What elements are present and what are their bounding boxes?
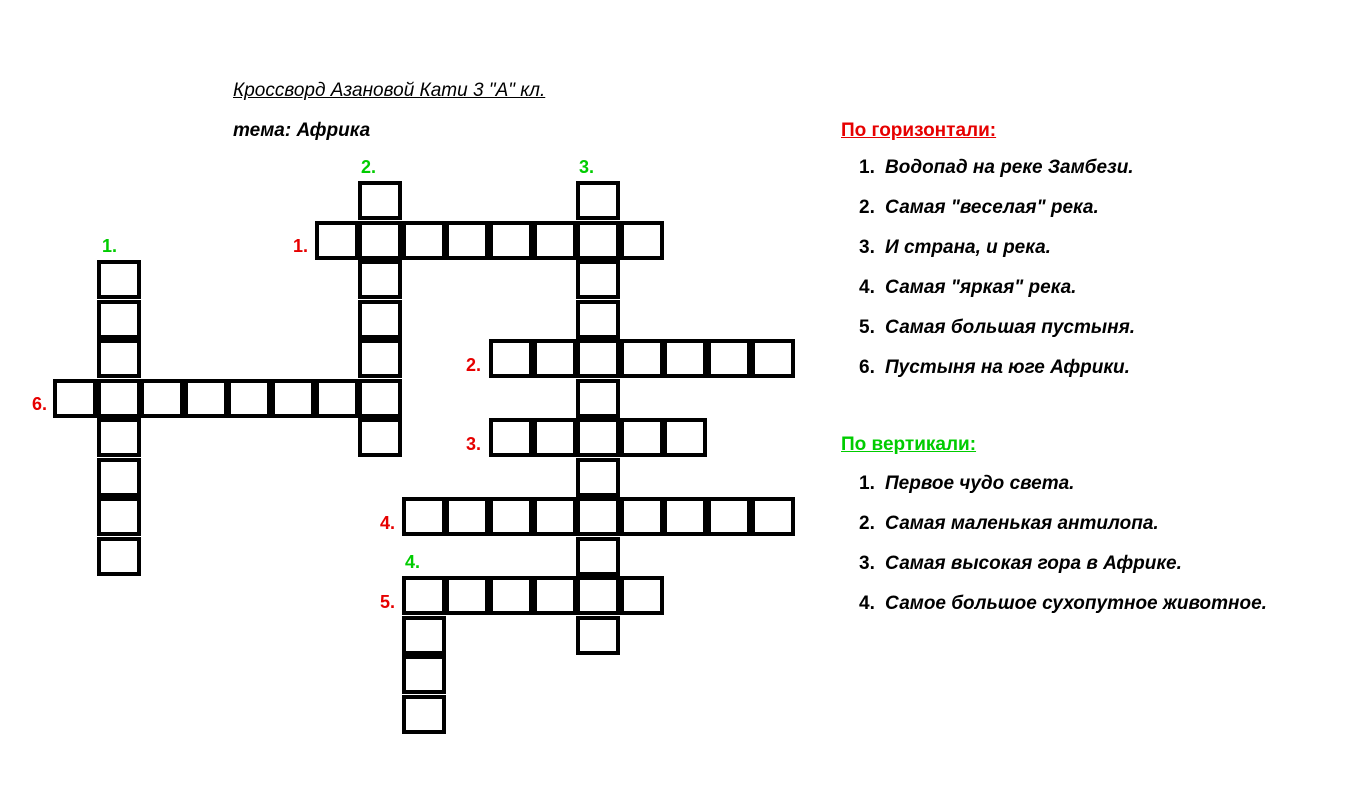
crossword-cell[interactable] bbox=[576, 576, 620, 615]
crossword-cell[interactable] bbox=[358, 181, 402, 220]
crossword-cell[interactable] bbox=[533, 418, 577, 457]
crossword-cell[interactable] bbox=[576, 339, 620, 378]
crossword-cell[interactable] bbox=[576, 379, 620, 418]
crossword-cell[interactable] bbox=[358, 221, 402, 260]
crossword-cell[interactable] bbox=[533, 497, 577, 536]
across-clue: 4. Самая "яркая" река. bbox=[859, 277, 1077, 298]
crossword-cell[interactable] bbox=[97, 260, 141, 299]
down-clue: 4. Самое большое сухопутное животное. bbox=[859, 593, 1267, 614]
crossword-cell[interactable] bbox=[707, 339, 751, 378]
crossword-cell[interactable] bbox=[358, 418, 402, 457]
crossword-cell[interactable] bbox=[315, 379, 359, 418]
crossword-cell[interactable] bbox=[533, 221, 577, 260]
crossword-cell[interactable] bbox=[707, 497, 751, 536]
crossword-cell[interactable] bbox=[663, 497, 707, 536]
crossword-cell[interactable] bbox=[489, 576, 533, 615]
crossword-cell[interactable] bbox=[576, 300, 620, 339]
crossword-cell[interactable] bbox=[576, 537, 620, 576]
across-label-6: 6. bbox=[32, 394, 48, 414]
across-clue: 6. Пустыня на юге Африки. bbox=[859, 357, 1130, 378]
crossword-cell[interactable] bbox=[576, 458, 620, 497]
down-label-2: 2. bbox=[361, 157, 377, 177]
down-clue: 2. Самая маленькая антилопа. bbox=[859, 513, 1159, 534]
across-clue: 1. Водопад на реке Замбези. bbox=[859, 157, 1134, 178]
crossword-cell[interactable] bbox=[751, 497, 795, 536]
crossword-cell[interactable] bbox=[402, 695, 446, 734]
crossword-cell[interactable] bbox=[663, 418, 707, 457]
crossword-cell[interactable] bbox=[445, 497, 489, 536]
crossword-cell[interactable] bbox=[576, 181, 620, 220]
crossword-cell[interactable] bbox=[97, 537, 141, 576]
crossword-cell[interactable] bbox=[315, 221, 359, 260]
crossword-cell[interactable] bbox=[489, 221, 533, 260]
crossword-title: Кроссворд Азановой Кати 3 "А" кл. bbox=[233, 80, 546, 101]
crossword-cell[interactable] bbox=[358, 260, 402, 299]
crossword-cell[interactable] bbox=[402, 497, 446, 536]
crossword-cell[interactable] bbox=[402, 576, 446, 615]
down-clue: 1. Первое чудо света. bbox=[859, 473, 1075, 494]
across-label-5: 5. bbox=[380, 592, 396, 612]
down-clue: 3. Самая высокая гора в Африке. bbox=[859, 553, 1182, 574]
crossword-cell[interactable] bbox=[576, 497, 620, 536]
crossword-cell[interactable] bbox=[751, 339, 795, 378]
crossword-cell[interactable] bbox=[402, 221, 446, 260]
down-clue-list bbox=[859, 473, 1267, 633]
across-heading: По горизонтали: bbox=[841, 120, 997, 141]
across-label-1: 1. bbox=[293, 236, 309, 256]
crossword-cell[interactable] bbox=[620, 221, 664, 260]
across-clue-list bbox=[859, 157, 1135, 397]
crossword-cell[interactable] bbox=[97, 458, 141, 497]
crossword-cell[interactable] bbox=[358, 379, 402, 418]
down-label-3: 3. bbox=[579, 157, 595, 177]
crossword-cell[interactable] bbox=[620, 497, 664, 536]
crossword-cell[interactable] bbox=[620, 339, 664, 378]
crossword-cell[interactable] bbox=[97, 497, 141, 536]
crossword-cell[interactable] bbox=[489, 339, 533, 378]
down-label-1: 1. bbox=[102, 236, 118, 256]
crossword-cell[interactable] bbox=[576, 418, 620, 457]
crossword-cell[interactable] bbox=[576, 616, 620, 655]
down-label-4: 4. bbox=[405, 552, 421, 572]
crossword-cell[interactable] bbox=[620, 418, 664, 457]
crossword-cell[interactable] bbox=[184, 379, 228, 418]
down-heading: По вертикали: bbox=[841, 434, 977, 455]
crossword-theme: тема: Африка bbox=[233, 120, 371, 141]
crossword-cell[interactable] bbox=[140, 379, 184, 418]
crossword-cell[interactable] bbox=[489, 497, 533, 536]
crossword-cell[interactable] bbox=[358, 300, 402, 339]
across-label-4: 4. bbox=[380, 513, 396, 533]
crossword-cell[interactable] bbox=[576, 260, 620, 299]
crossword-cell[interactable] bbox=[358, 339, 402, 378]
crossword-cell[interactable] bbox=[663, 339, 707, 378]
crossword-cell[interactable] bbox=[489, 418, 533, 457]
across-clue: 3. И страна, и река. bbox=[859, 237, 1051, 258]
crossword-cell[interactable] bbox=[402, 655, 446, 694]
crossword-cell[interactable] bbox=[97, 418, 141, 457]
crossword-cell[interactable] bbox=[97, 339, 141, 378]
crossword-cell[interactable] bbox=[402, 616, 446, 655]
crossword-cell[interactable] bbox=[445, 221, 489, 260]
across-label-3: 3. bbox=[466, 434, 482, 454]
crossword-cell[interactable] bbox=[53, 379, 97, 418]
crossword-cell[interactable] bbox=[271, 379, 315, 418]
crossword-cell[interactable] bbox=[227, 379, 271, 418]
crossword-cell[interactable] bbox=[445, 576, 489, 615]
crossword-cell[interactable] bbox=[533, 339, 577, 378]
crossword-cell[interactable] bbox=[97, 379, 141, 418]
crossword-cell[interactable] bbox=[533, 576, 577, 615]
across-clue: 5. Самая большая пустыня. bbox=[859, 317, 1136, 338]
crossword-cell[interactable] bbox=[620, 576, 664, 615]
crossword-cell[interactable] bbox=[97, 300, 141, 339]
crossword-cell[interactable] bbox=[576, 221, 620, 260]
across-clue: 2. Самая "веселая" река. bbox=[859, 197, 1099, 218]
across-label-2: 2. bbox=[466, 355, 482, 375]
